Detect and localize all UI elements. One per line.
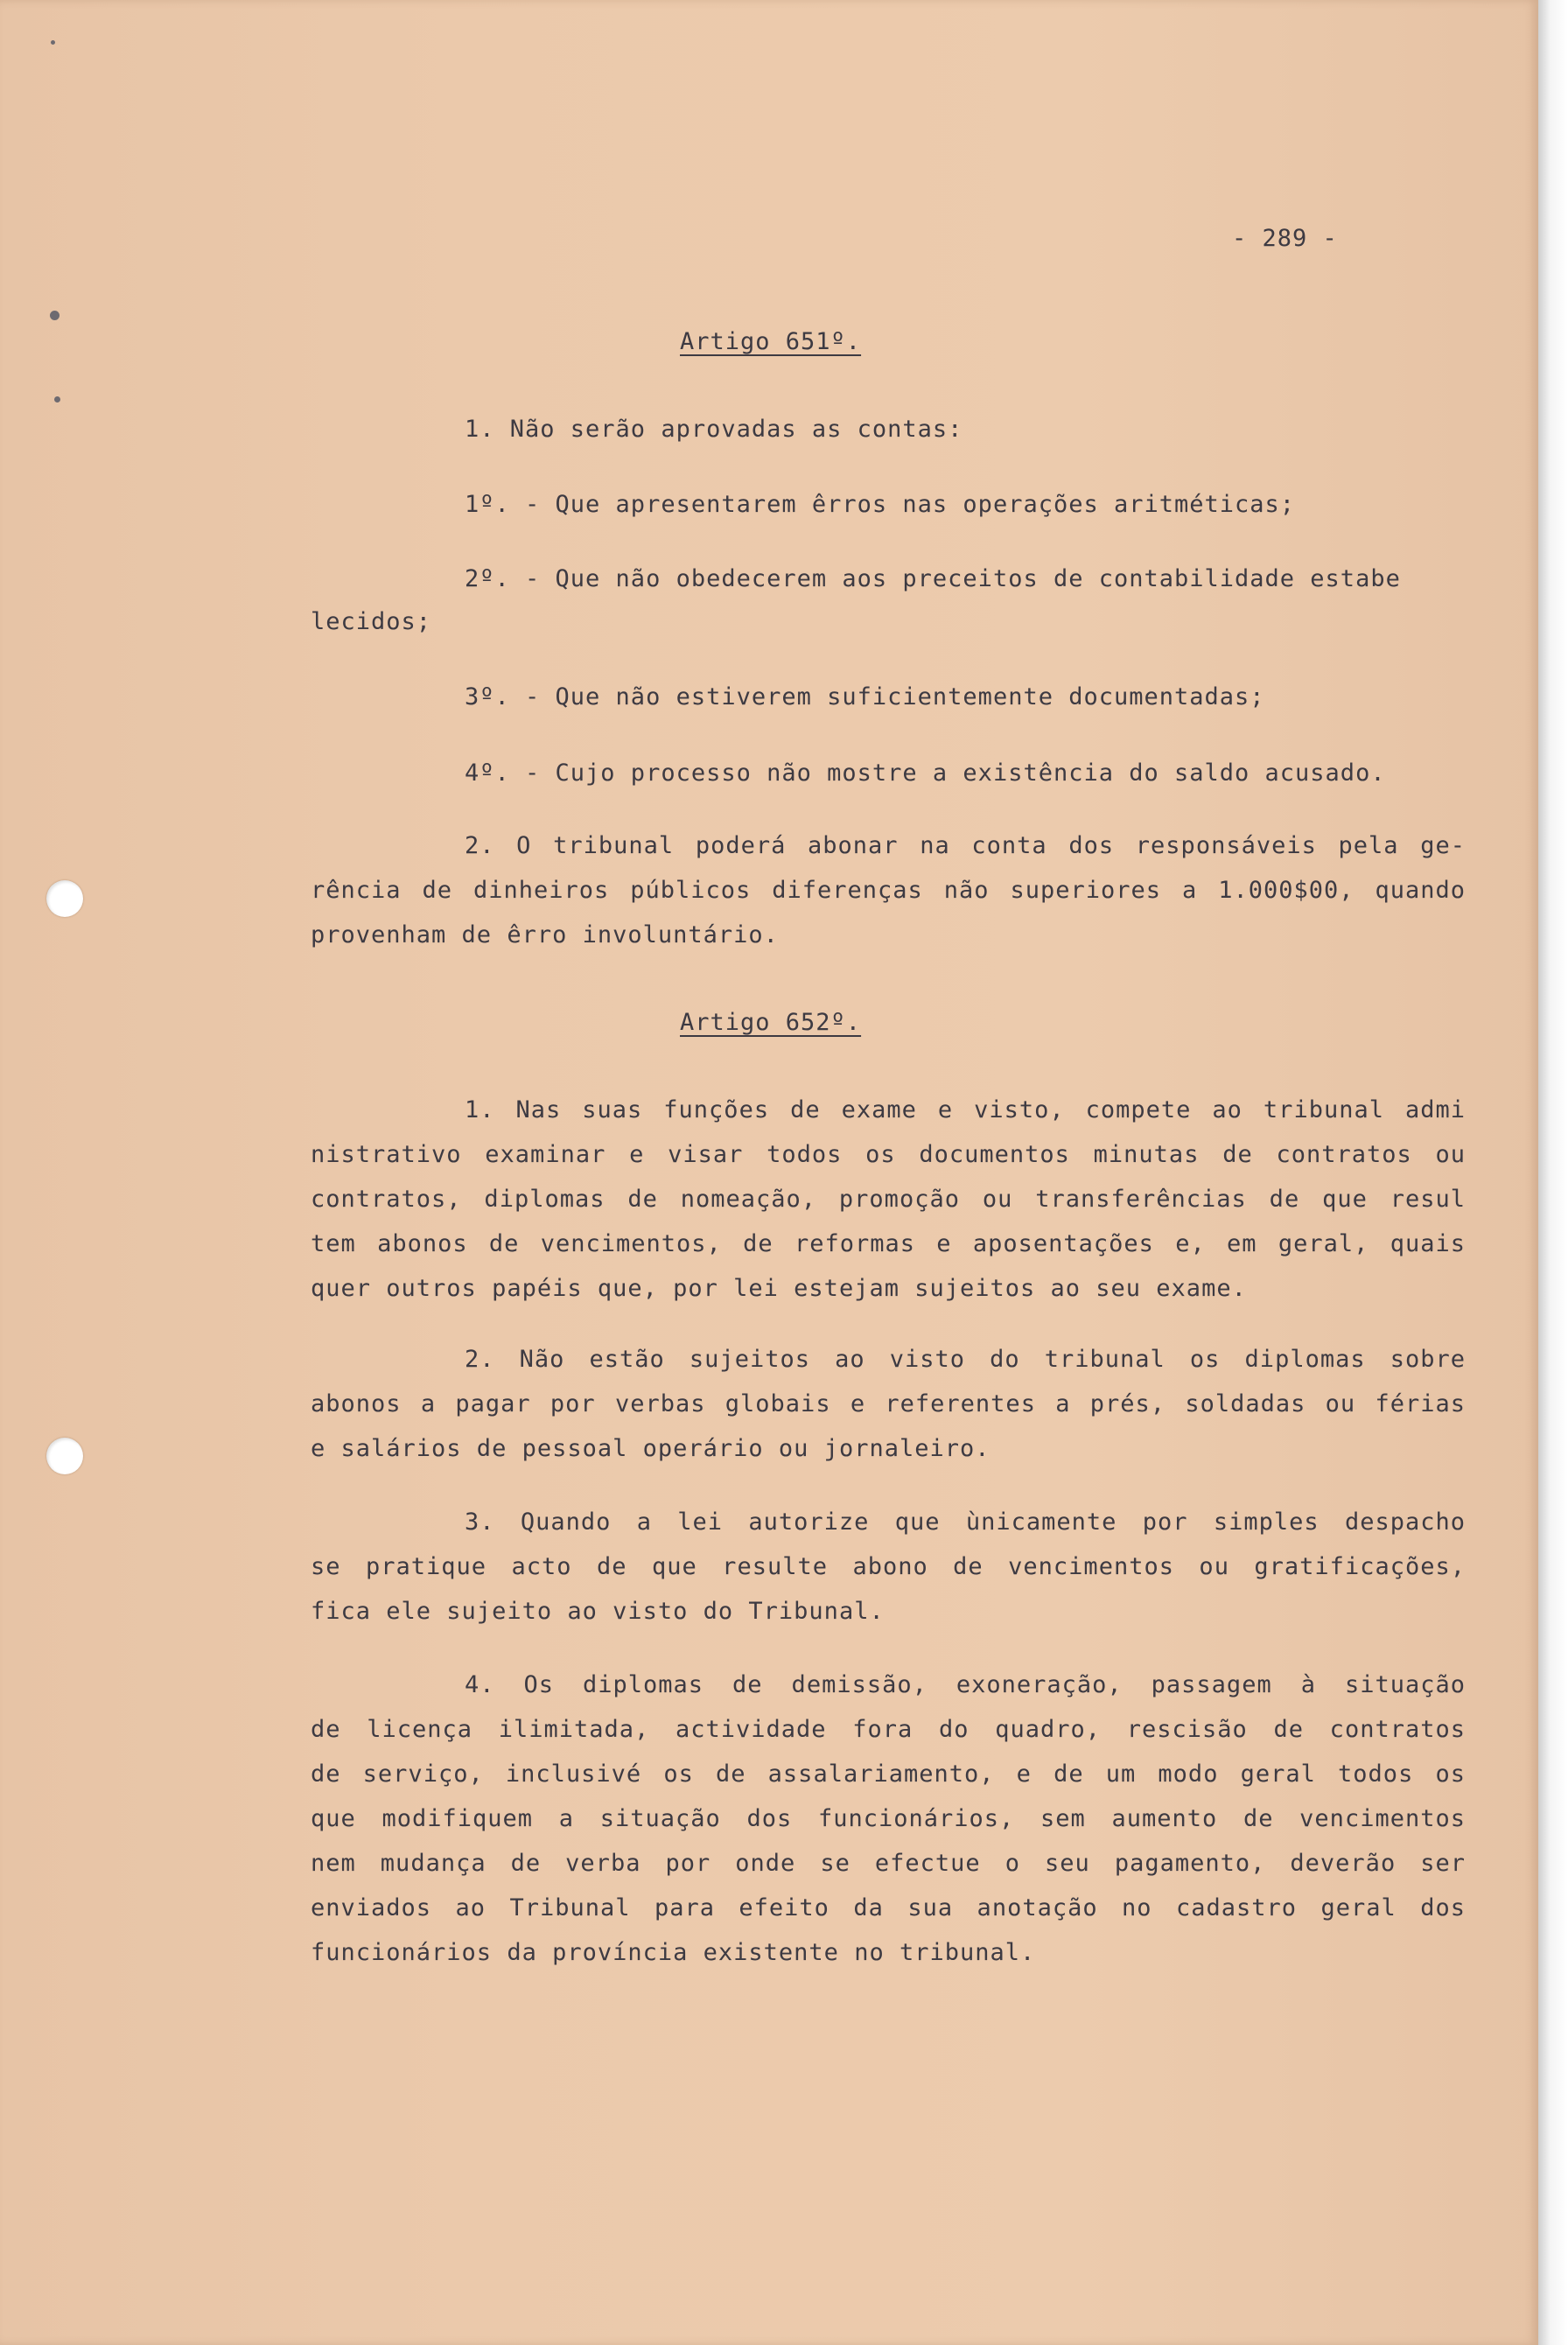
article-651-clause-2 xyxy=(311,823,1466,957)
text-line: e salários de pessoal operário ou jornaleiro. xyxy=(311,1435,990,1462)
text-line: rência de dinheiros públicos diferenças não superiores a 1.000$00, quando xyxy=(311,877,1466,904)
article-651-item-2: 2º. - Que não obedecerem aos preceitos de contabilidade estabe xyxy=(465,565,1401,592)
text-line: enviados ao Tribunal para efeito da sua anotação no cadastro geral dos xyxy=(311,1894,1466,1922)
page-number: - 289 - xyxy=(1232,225,1338,252)
text-line: provenham de êrro involuntário. xyxy=(311,921,779,948)
text-line: quer outros papéis que, por lei estejam sujeitos ao seu exame. xyxy=(311,1275,1247,1302)
article-651-item-4: 4º. - Cujo processo não mostre a existência do saldo acusado. xyxy=(465,760,1386,787)
text-line: 2. O tribunal poderá abonar na conta dos responsáveis pela ge- xyxy=(465,832,1466,859)
text-line: 3. Quando a lei autorize que ùnicamente por simples despacho xyxy=(465,1508,1466,1536)
article-651-item-1: 1º. - Que apresentarem êrros nas operações aritméticas; xyxy=(465,491,1296,518)
article-652-heading: Artigo 652º. xyxy=(680,1009,862,1036)
text-line: contratos, diplomas de nomeação, promoção ou transferências de que resul xyxy=(311,1186,1466,1213)
punch-hole-upper xyxy=(46,880,83,917)
paper-speck xyxy=(54,396,60,402)
article-652-clause-2 xyxy=(311,1337,1466,1471)
paper-speck xyxy=(50,311,60,320)
punch-hole-lower xyxy=(46,1438,83,1474)
article-651-heading: Artigo 651º. xyxy=(680,328,862,355)
text-line: fica ele sujeito ao visto do Tribunal. xyxy=(311,1598,885,1625)
paper-speck xyxy=(51,40,55,45)
article-651-clause-1-intro: 1. Não serão aprovadas as contas: xyxy=(465,416,963,443)
text-line: de licença ilimitada, actividade fora do quadro, rescisão de contratos xyxy=(311,1716,1466,1743)
article-652-clause-4 xyxy=(311,1662,1466,1975)
text-line: abonos a pagar por verbas globais e referentes a prés, soldadas ou férias xyxy=(311,1390,1466,1418)
scanner-background-edge xyxy=(1538,0,1568,2345)
text-line: funcionários da província existente no tribunal. xyxy=(311,1939,1036,1966)
article-651-item-2-continuation: lecidos; xyxy=(311,608,432,635)
text-line: nistrativo examinar e visar todos os documentos minutas de contratos ou xyxy=(311,1141,1466,1168)
text-line: 2. Não estão sujeitos ao visto do tribunal os diplomas sobre xyxy=(465,1346,1466,1373)
text-line: 1. Nas suas funções de exame e visto, compete ao tribunal admi xyxy=(465,1096,1466,1124)
text-line: nem mudança de verba por onde se efectue o seu pagamento, deverão ser xyxy=(311,1850,1466,1877)
text-line: 4. Os diplomas de demissão, exoneração, passagem à situação xyxy=(465,1671,1466,1698)
article-652-clause-3 xyxy=(311,1500,1466,1634)
article-651-item-3: 3º. - Que não estiverem suficientemente documentadas; xyxy=(465,683,1265,710)
article-652-clause-1 xyxy=(311,1088,1466,1311)
text-line: que modifiquem a situação dos funcionários, sem aumento de vencimentos xyxy=(311,1805,1466,1832)
text-line: de serviço, inclusivé os de assalariamento, e de um modo geral todos os xyxy=(311,1760,1466,1788)
text-line: tem abonos de vencimentos, de reformas e aposentações e, em geral, quais xyxy=(311,1230,1466,1257)
text-line: se pratique acto de que resulte abono de vencimentos ou gratificações, xyxy=(311,1553,1466,1580)
